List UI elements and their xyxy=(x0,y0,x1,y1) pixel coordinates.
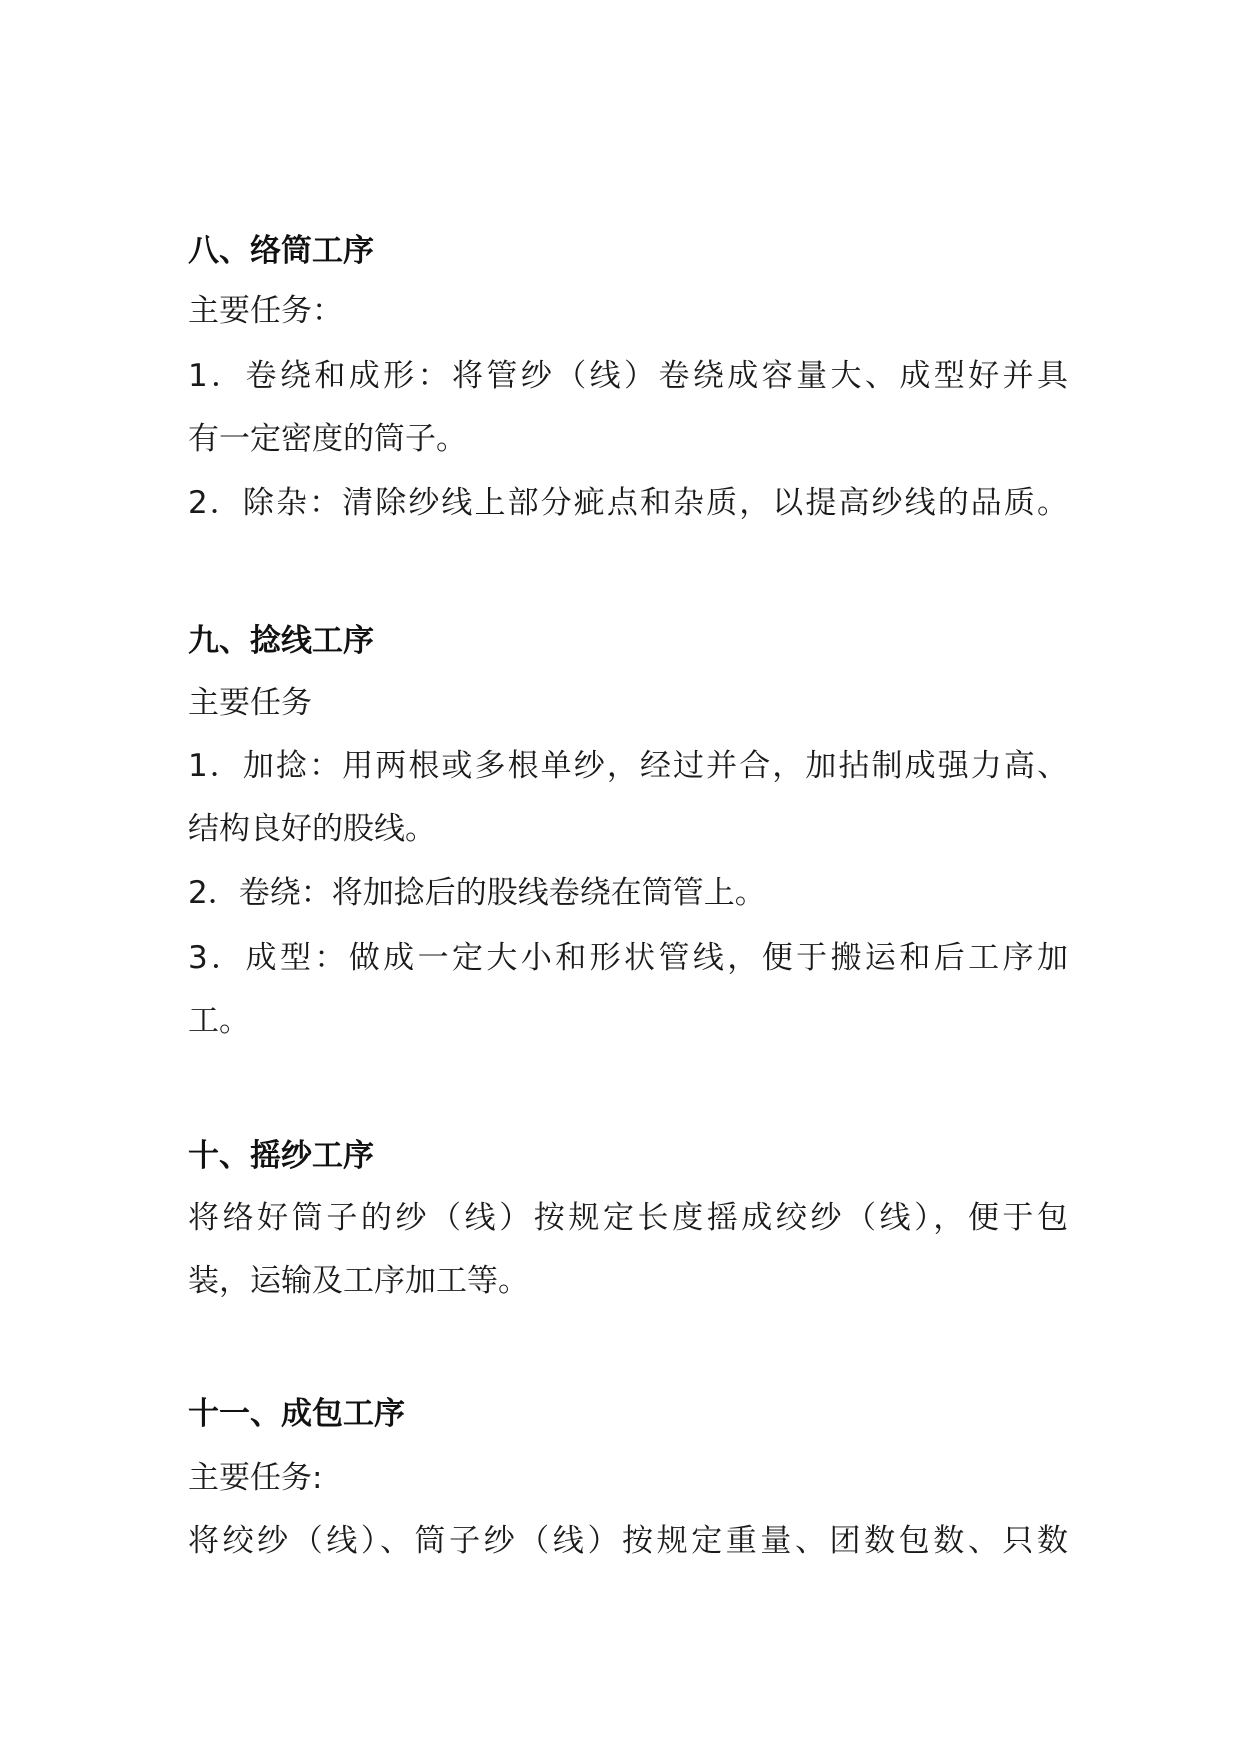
section-heading-11: 十一、成包工序 xyxy=(188,1396,405,1432)
section-8-line-1: 主要任务： xyxy=(188,293,343,329)
section-9-line-2: 1．加捻：用两根或多根单纱，经过并合，加拈制成强力高、 xyxy=(188,748,1068,784)
section-11-line-2: 将绞纱（线）、筒子纱（线）按规定重量、团数包数、只数 xyxy=(188,1523,1068,1559)
section-8-line-2: 1．卷绕和成形：将管纱（线）卷绕成容量大、成型好并具 xyxy=(188,358,1068,394)
section-heading-9: 九、捻线工序 xyxy=(188,623,374,659)
section-8-line-4: 2．除杂：清除纱线上部分疵点和杂质，以提高纱线的品质。 xyxy=(188,485,1068,521)
section-heading-10: 十、摇纱工序 xyxy=(188,1138,374,1174)
section-9-line-5: 3．成型：做成一定大小和形状管线，便于搬运和后工序加 xyxy=(188,940,1068,976)
section-10-line-2: 装，运输及工序加工等。 xyxy=(188,1263,529,1299)
section-9-line-1: 主要任务 xyxy=(188,685,312,721)
section-11-line-1: 主要任务: xyxy=(188,1460,323,1496)
section-9-line-6: 工。 xyxy=(188,1003,250,1039)
section-heading-8: 八、络筒工序 xyxy=(188,233,374,269)
section-9-line-4: 2．卷绕：将加捻后的股线卷绕在筒管上。 xyxy=(188,875,766,911)
section-10-line-1: 将络好筒子的纱（线）按规定长度摇成绞纱（线），便于包 xyxy=(188,1200,1068,1236)
section-9-line-3: 结构良好的股线。 xyxy=(188,811,436,847)
section-8-line-3: 有一定密度的筒子。 xyxy=(188,421,467,457)
